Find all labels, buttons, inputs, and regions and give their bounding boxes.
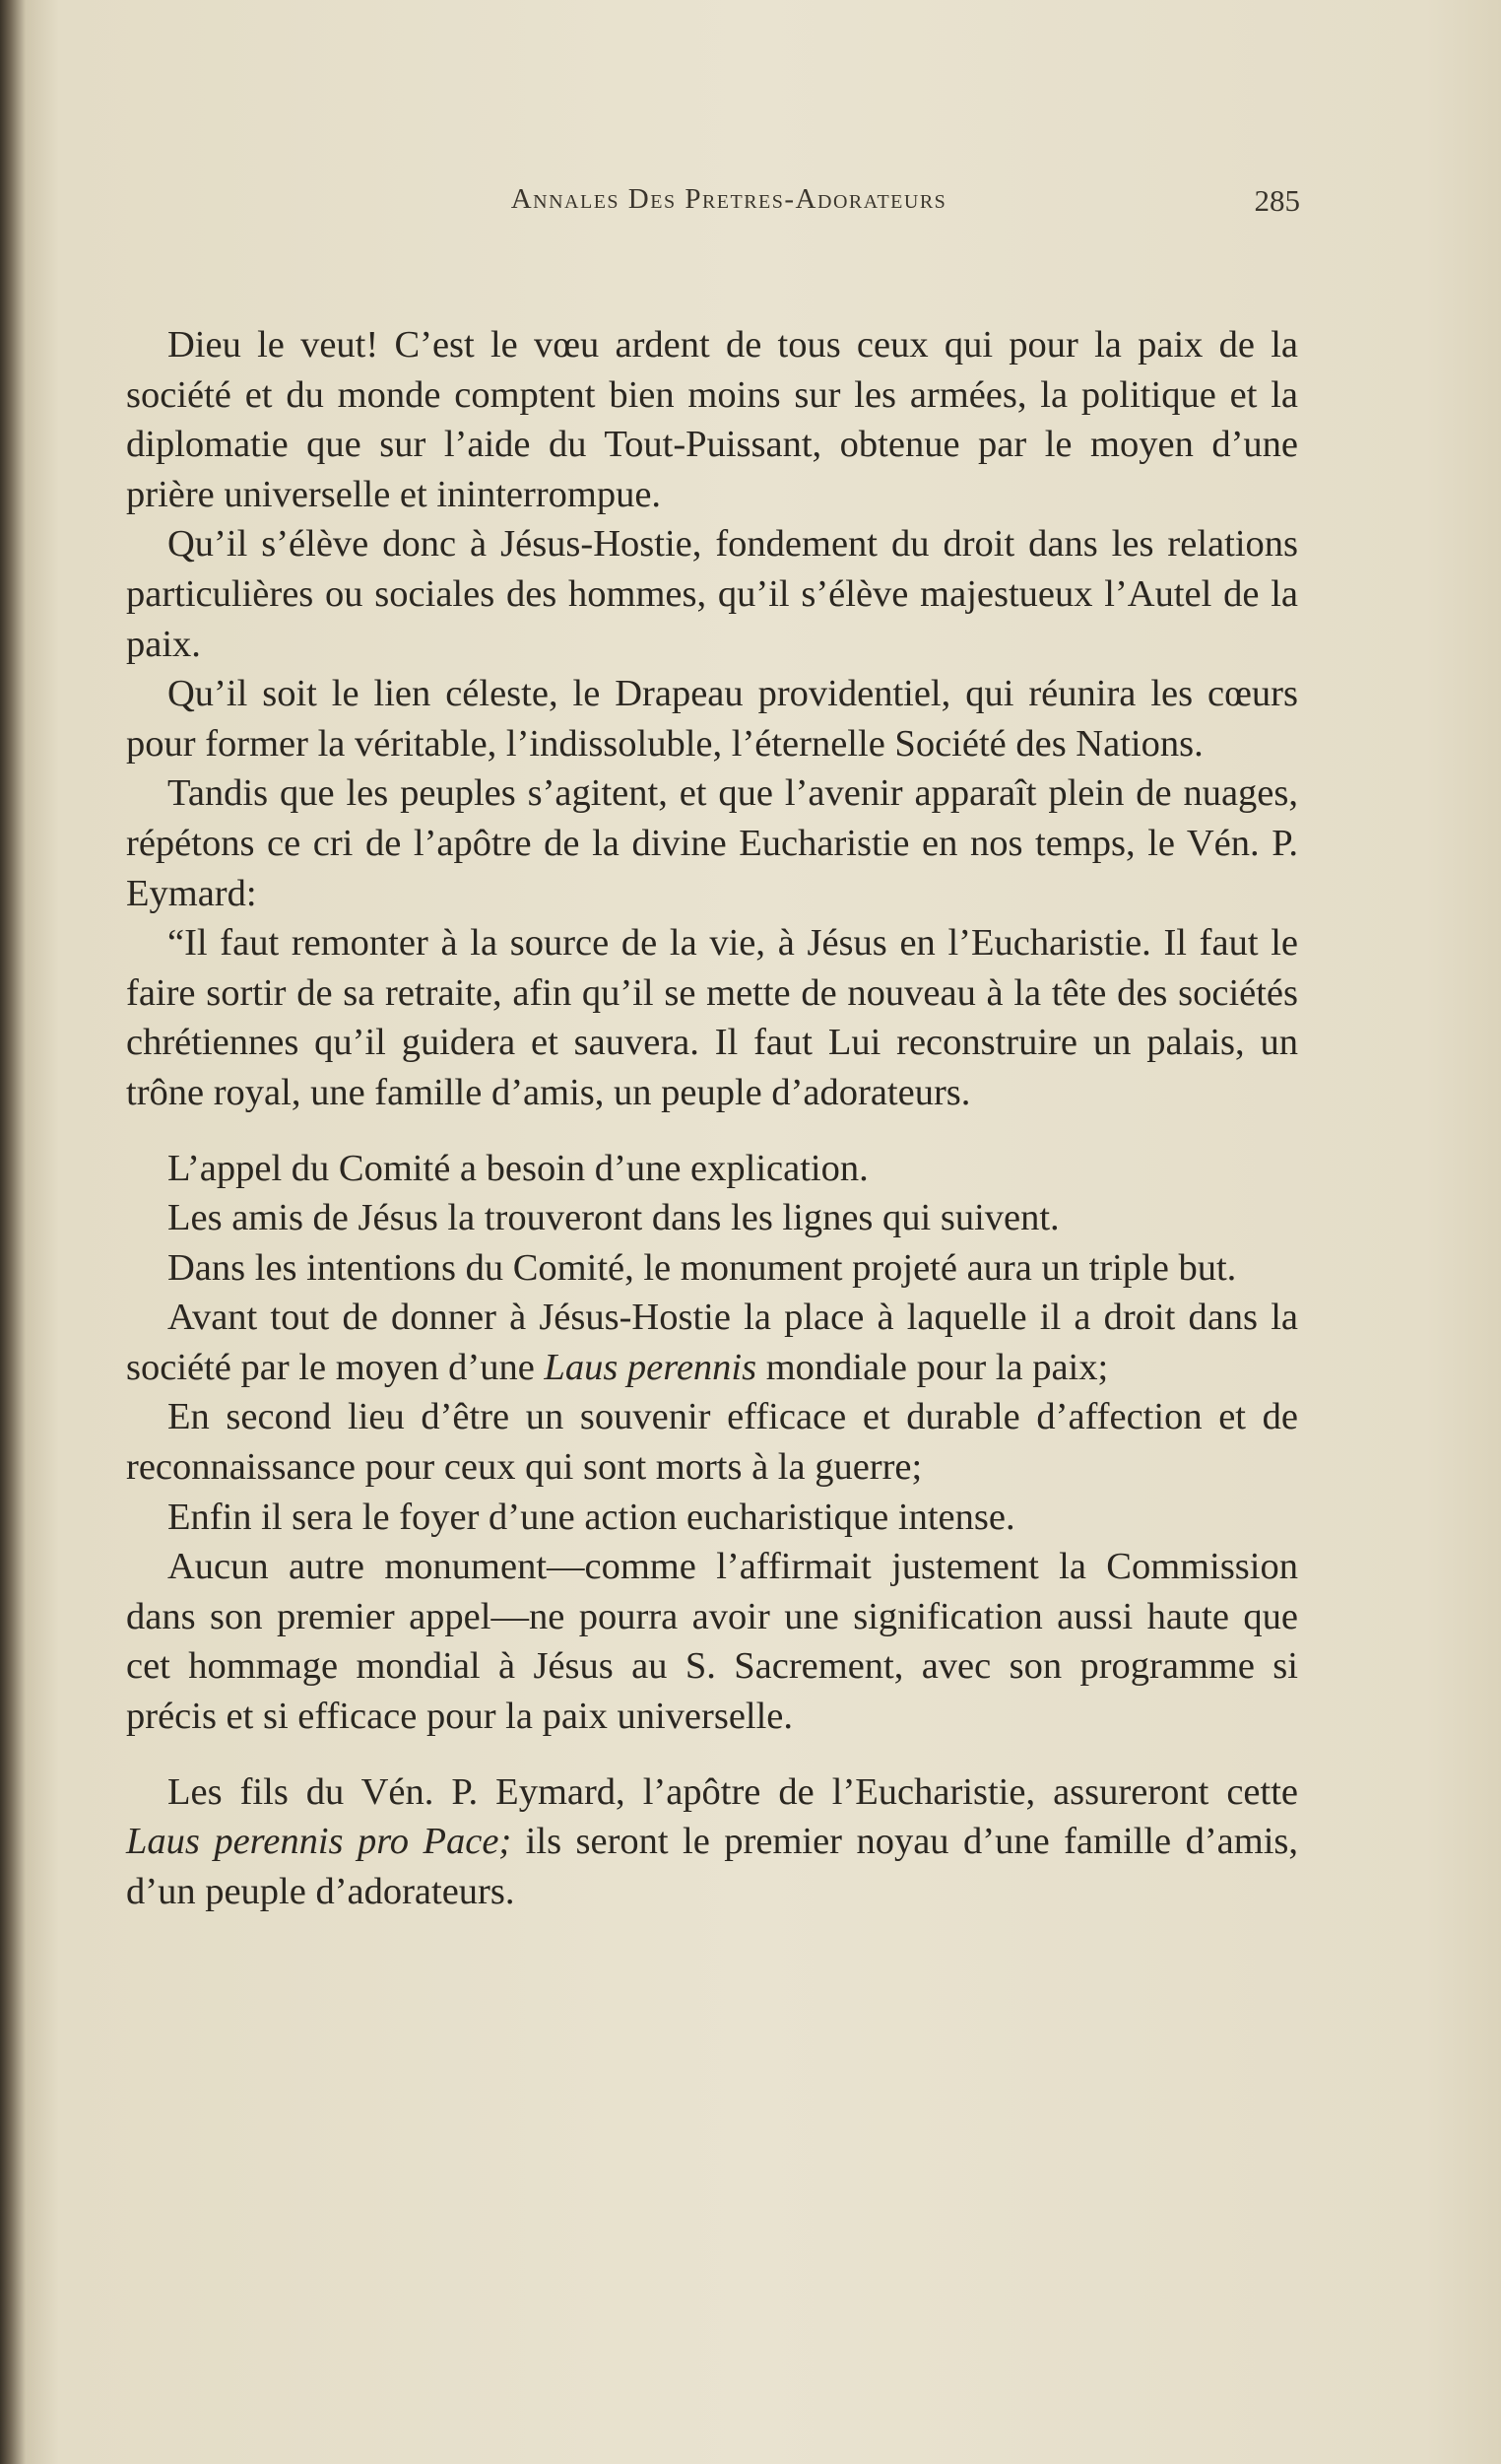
paragraph-avant-tout-after: mondiale pour la paix; xyxy=(756,1346,1109,1388)
running-head xyxy=(158,183,1300,223)
paragraph-avant-tout xyxy=(126,1293,1298,1392)
paragraph-appel-du-comite: L’appel du Comité a besoin d’une explication. xyxy=(167,1147,869,1189)
laus-perennis-italic: Laus perennis xyxy=(544,1346,757,1388)
paragraph-les-fils-after: ils seront le premier noyau d’une famille d’amis, d’un peuple d’adorateurs. xyxy=(126,1821,1298,1912)
body-text xyxy=(126,320,1298,1916)
page-number: 285 xyxy=(1254,183,1300,218)
paragraph-quotation: “Il faut remonter à la source de la vie, à Jésus en l’Eucharistie. Il faut le faire sortir de sa retraite, afin qu’il se mette de nouveau à la tête des sociétés chrétiennes qu’il guidera et sauvera. Il faut Lui reconstruire un palais, un trône royal, une famille d’amis, un peuple d’adorateurs. xyxy=(126,922,1298,1113)
paragraph-enfin: Enfin il sera le foyer d’une action eucharistique intense. xyxy=(167,1496,1015,1538)
paragraph-second-lieu: En second lieu d’être un souvenir efficace et durable d’affection et de reconnaissance pour ceux qui sont morts à la guerre; xyxy=(126,1396,1298,1489)
paragraph-lien-celeste: Qu’il soit le lien céleste, le Drapeau providentiel, qui réunira les cœurs pour former la véritable, l’indissoluble, l’éternelle Société des Nations. xyxy=(126,673,1298,765)
paragraph-avant-tout-before: Avant tout de donner à Jésus-Hostie la place à laquelle il a droit dans la société par le moyen d’une xyxy=(126,1297,1298,1388)
paragraph-tandis-que: Tandis que les peuples s’agitent, et que l’avenir apparaît plein de nuages, répétons ce cri de l’apôtre de la divine Eucharistie en nos temps, le Vén. P. Eymard: xyxy=(126,772,1298,914)
paragraph-triple-but: Dans les intentions du Comité, le monument projeté aura un triple but. xyxy=(167,1246,1237,1289)
paragraph-dieu-le-veut: Dieu le veut! C’est le vœu ardent de tous ceux qui pour la paix de la société et du monde comptent bien moins sur les armées, la politique et la diplomatie que sur l’aide du Tout-Puissant, obtenue par le moyen d’une prière universelle et ininterrompue. xyxy=(126,324,1298,515)
paragraph-amis-de-jesus: Les amis de Jésus la trouveront dans les lignes qui suivent. xyxy=(167,1197,1060,1239)
paragraph-jesus-hostie: Qu’il s’élève donc à Jésus-Hostie, fondement du droit dans les relations particulières ou sociales des hommes, qu’il s’élève majestueux l’Autel de la paix. xyxy=(126,523,1298,665)
paragraph-les-fils-before: Les fils du Vén. P. Eymard, l’apôtre de l’Eucharistie, assureront cette xyxy=(167,1770,1298,1813)
running-title: Annales Des Pretres-Adorateurs xyxy=(510,183,947,215)
paragraph-aucun-autre: Aucun autre monument—comme l’affirmait justement la Commission dans son premier appel—ne pourra avoir une signification aussi haute que cet hommage mondial à Jésus au S. Sacrement, avec son programme si précis et si efficace pour la paix universelle. xyxy=(126,1546,1298,1738)
laus-perennis-pro-pace-italic: Laus perennis pro Pace; xyxy=(126,1821,512,1863)
paragraph-les-fils xyxy=(126,1767,1298,1917)
